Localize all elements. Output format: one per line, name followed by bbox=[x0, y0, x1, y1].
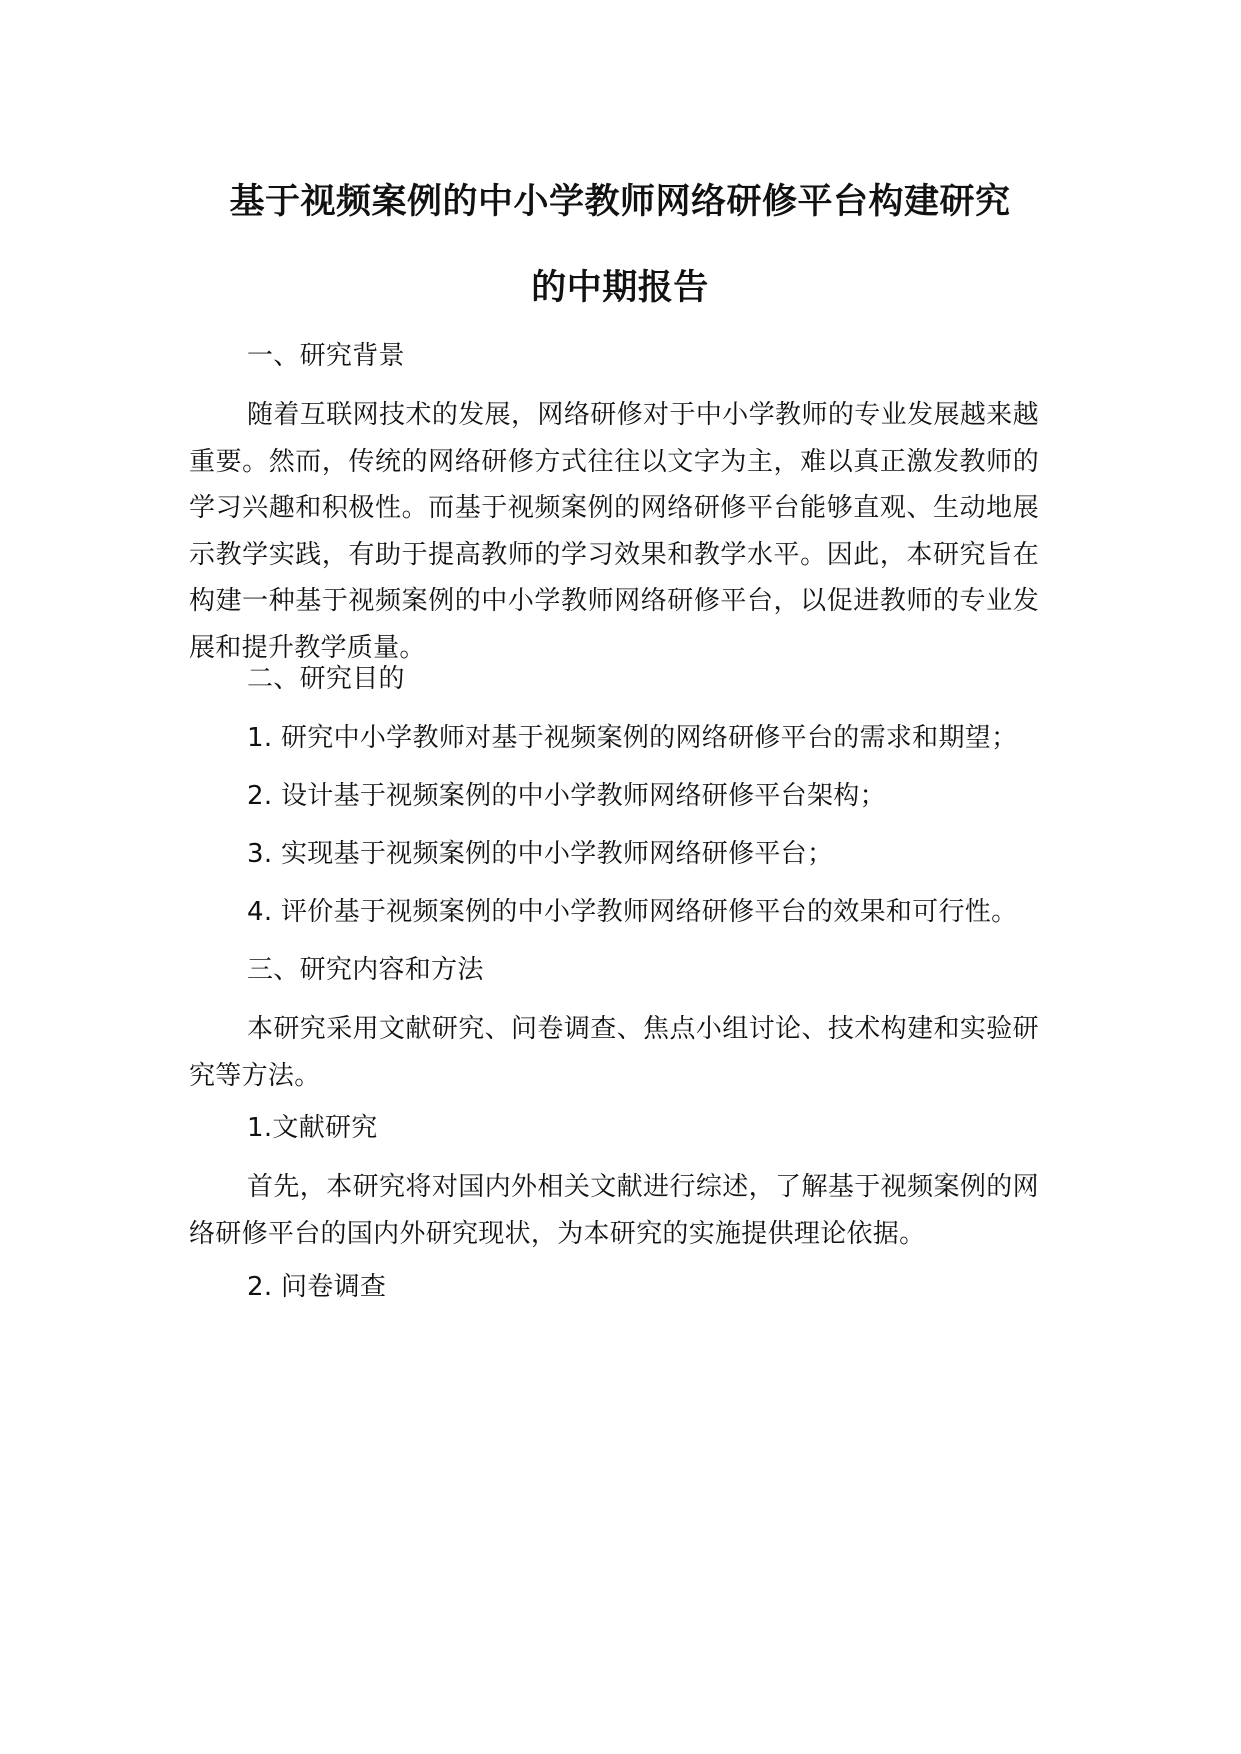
paragraph-methods: 本研究采用文献研究、问卷调查、焦点小组讨论、技术构建和实验研究等方法。 bbox=[189, 1014, 1039, 1091]
goal-item-2: 2. 设计基于视频案例的中小学教师网络研修平台架构； bbox=[247, 781, 886, 811]
subheading-literature: 1.文献研究 bbox=[247, 1113, 378, 1143]
section-heading-methods: 三、研究内容和方法 bbox=[247, 955, 484, 985]
goal-item-4: 4. 评价基于视频案例的中小学教师网络研修平台的效果和可行性。 bbox=[247, 897, 1018, 927]
paragraph-background: 随着互联网技术的发展，网络研修对于中小学教师的专业发展越来越重要。然而，传统的网络研修方式往往以文字为主，难以真正激发教师的学习兴趣和积极性。而基于视频案例的网络研修平台能够直观、生动地展示教学实践，有助于提高教师的学习效果和教学水平。因此，本研究旨在构建一种基于视频案例的中小学教师网络研修平台，以促进教师的专业发展和提升教学质量。 bbox=[189, 400, 1039, 663]
goal-item-3: 3. 实现基于视频案例的中小学教师网络研修平台； bbox=[247, 839, 834, 869]
document-title-line-2: 的中期报告 bbox=[531, 268, 709, 308]
document-title-line-1: 基于视频案例的中小学教师网络研修平台构建研究 bbox=[229, 182, 1011, 222]
paragraph-literature: 首先，本研究将对国内外相关文献进行综述，了解基于视频案例的网络研修平台的国内外研究现状，为本研究的实施提供理论依据。 bbox=[189, 1172, 1039, 1249]
goal-item-1: 1. 研究中小学教师对基于视频案例的网络研修平台的需求和期望； bbox=[247, 723, 1018, 753]
section-heading-goals: 二、研究目的 bbox=[247, 664, 405, 694]
subheading-survey: 2. 问卷调查 bbox=[247, 1272, 387, 1302]
section-heading-background: 一、研究背景 bbox=[247, 341, 405, 371]
